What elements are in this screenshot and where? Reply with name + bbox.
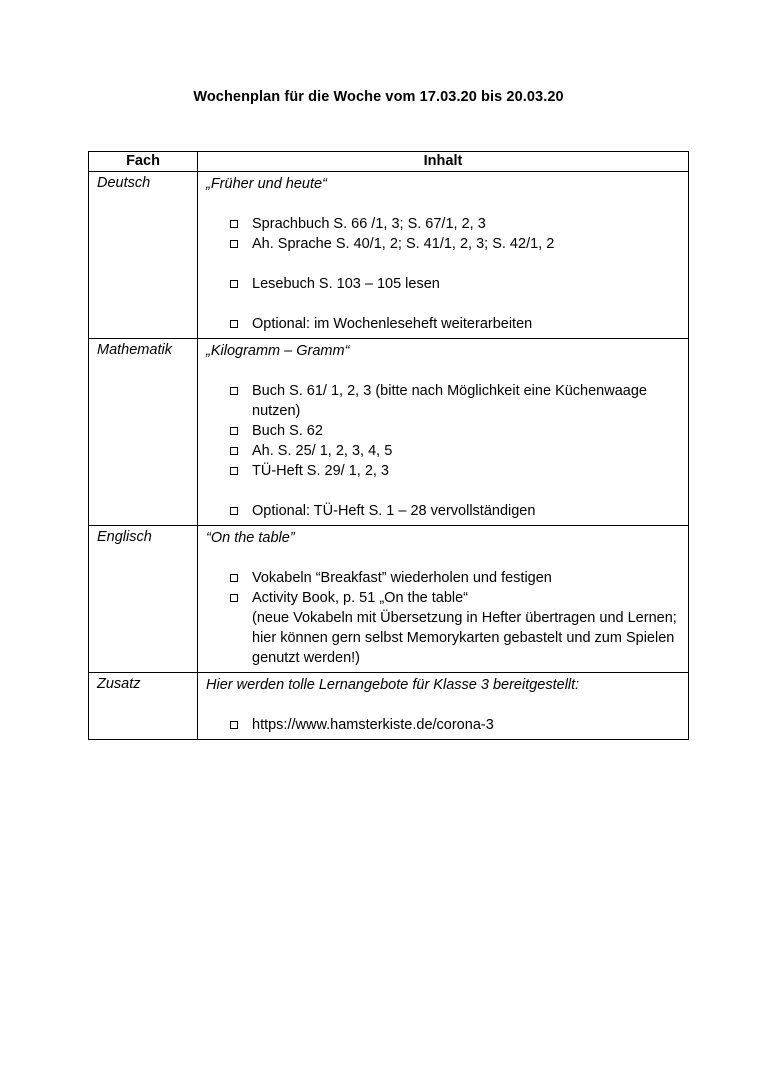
task-note: (neue Vokabeln mit Übersetzung in Hefter übertragen und Lernen; hier können gern selbst Memorykarten gebastelt und zum Spielen genutzt werden!) — [252, 610, 677, 666]
table-header-row — [89, 152, 689, 172]
subject-cell: Deutsch — [89, 172, 198, 339]
task-list — [206, 715, 682, 735]
task-item — [206, 381, 682, 421]
checkbox-icon — [230, 240, 238, 248]
task-item — [206, 314, 682, 334]
task-item — [206, 461, 682, 481]
checkbox-icon — [230, 447, 238, 455]
table-row-deutsch — [89, 172, 689, 339]
task-item — [206, 588, 682, 608]
task-text: TÜ-Heft S. 29/ 1, 2, 3 — [252, 463, 389, 479]
content-cell — [198, 526, 689, 673]
task-text: Buch S. 61/ 1, 2, 3 (bitte nach Möglichkeit eine Küchenwaage nutzen) — [252, 383, 647, 419]
task-text: Ah. S. 25/ 1, 2, 3, 4, 5 — [252, 443, 393, 459]
task-list — [206, 381, 682, 481]
content-cell — [198, 673, 689, 740]
subject-cell: Zusatz — [89, 673, 198, 740]
content-cell — [198, 339, 689, 526]
checkbox-icon — [230, 721, 238, 729]
topic-heading: „Früher und heute“ — [206, 176, 327, 192]
task-item — [206, 501, 682, 521]
task-text: Buch S. 62 — [252, 423, 323, 439]
task-item — [206, 421, 682, 441]
task-item — [206, 715, 682, 735]
task-text: Activity Book, p. 51 „On the table“ — [252, 590, 468, 606]
task-list — [206, 214, 682, 254]
table-row-zusatz — [89, 673, 689, 740]
task-text: Ah. Sprache S. 40/1, 2; S. 41/1, 2, 3; S. 42/1, 2 — [252, 236, 555, 252]
table-row-englisch — [89, 526, 689, 673]
checkbox-icon — [230, 220, 238, 228]
task-list — [206, 274, 682, 294]
checkbox-icon — [230, 387, 238, 395]
subject-cell: Mathematik — [89, 339, 198, 526]
task-list — [206, 501, 682, 521]
task-list — [206, 314, 682, 334]
checkbox-icon — [230, 507, 238, 515]
task-list — [206, 568, 682, 608]
document-title: Wochenplan für die Woche vom 17.03.20 bis 20.03.20 — [193, 89, 564, 105]
task-item — [206, 234, 682, 254]
checkbox-icon — [230, 280, 238, 288]
checkbox-icon — [230, 574, 238, 582]
task-item — [206, 441, 682, 461]
task-item — [206, 214, 682, 234]
topic-heading: “On the table” — [206, 530, 295, 546]
table-row-mathematik — [89, 339, 689, 526]
content-cell — [198, 172, 689, 339]
weekly-plan-table — [88, 151, 689, 740]
checkbox-icon — [230, 320, 238, 328]
topic-heading: „Kilogramm – Gramm“ — [206, 343, 350, 359]
column-header-subject: Fach — [89, 152, 198, 172]
subject-cell: Englisch — [89, 526, 198, 673]
task-text: Sprachbuch S. 66 /1, 3; S. 67/1, 2, 3 — [252, 216, 486, 232]
task-item — [206, 274, 682, 294]
checkbox-icon — [230, 427, 238, 435]
link-text[interactable]: https://www.hamsterkiste.de/corona-3 — [252, 717, 494, 733]
checkbox-icon — [230, 594, 238, 602]
task-text: Lesebuch S. 103 – 105 lesen — [252, 276, 440, 292]
task-text: Optional: im Wochenleseheft weiterarbeiten — [252, 316, 533, 332]
checkbox-icon — [230, 467, 238, 475]
topic-heading: Hier werden tolle Lernangebote für Klasse 3 bereitgestellt: — [206, 677, 580, 693]
task-text: Vokabeln “Breakfast” wiederholen und festigen — [252, 570, 552, 586]
task-item — [206, 568, 682, 588]
task-text: Optional: TÜ-Heft S. 1 – 28 vervollständigen — [252, 503, 536, 519]
column-header-content: Inhalt — [198, 152, 689, 172]
